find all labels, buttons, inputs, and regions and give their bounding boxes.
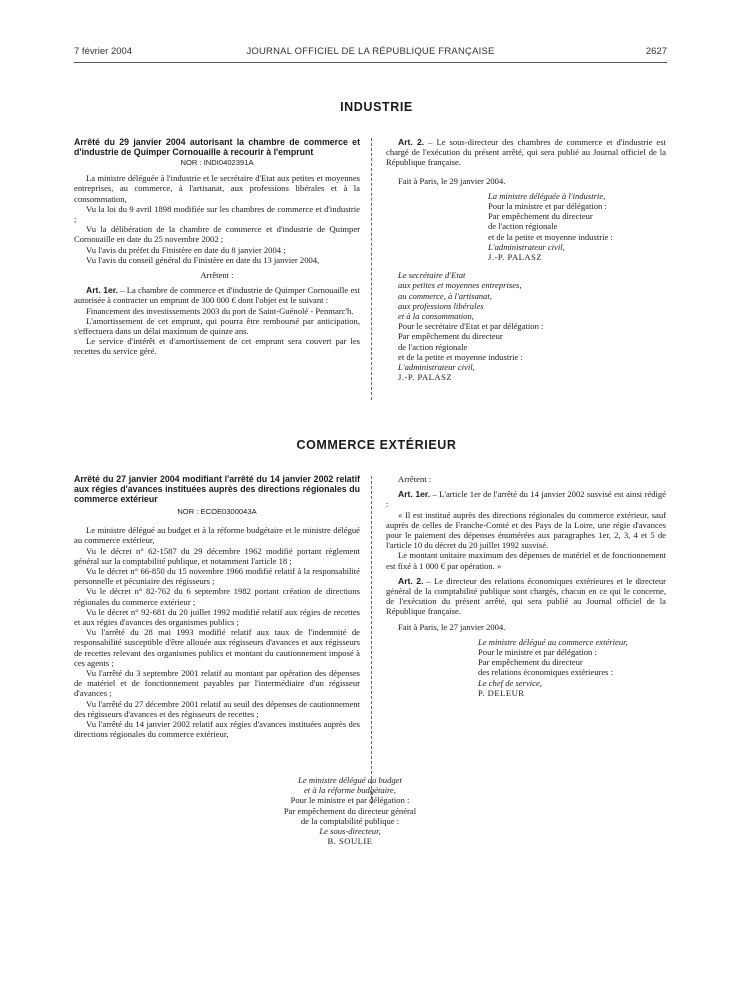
industrie-right-column [386,137,666,407]
article-label: Art. 2. [398,575,424,586]
article-label: Art. 1er. [86,285,119,296]
signature-line: Pour la ministre et par délégation : [488,201,607,212]
nor-reference: NOR : ECOE0300043A [177,507,257,516]
section-heading-industrie: INDUSTRIE [340,100,413,114]
arretent-label: Arrêtent : [398,474,432,484]
signature-line: Le sous-directeur, [319,826,381,837]
signature-line: Pour le ministre et par délégation : [290,795,410,806]
column-divider [371,476,372,804]
signature-line: Par empêchement du directeur [398,331,503,342]
signature-line: de l'action régionale [488,221,558,232]
decree-recitals [74,525,360,739]
running-header [74,46,667,60]
signature-line: J.-P. PALASZ [398,372,453,383]
signature-block-minister [476,191,666,262]
paragraph: Financement des investissements 2003 du port de Saint-Guénolé - Penmarc'h. [86,305,354,316]
paragraph: Vu l'avis du préfet du Finistère en date du 8 janvier 2004 ; [86,244,286,255]
paragraph: Vu le décret n° 82-762 du 6 septembre 1982 portant création de directions régionales du commerce extérieur ; [74,586,360,607]
signature-line: de l'action régionale [398,341,468,352]
paragraph: L'amortissement de cet emprunt, qui pourra être remboursé par anticipation, s'effectuera dans un délai maximum de quinze ans. [74,315,360,337]
signature-line: Le chef de service, [478,677,542,688]
article-text: – Le directeur des relations économiques extérieures et le directeur général de la comptabilité publique sont chargés, chacun en ce qui le concerne, de l'exécution du présent arrêté, qui sera publié au Journal officiel de la République française. [386,575,666,617]
paragraph: La ministre déléguée à l'industrie et le secrétaire d'Etat aux petites et moyennes entreprises, au commerce, à l'artisanat, aux professions libérales et à la consommation, [74,173,360,204]
signature-line: Le ministre délégué au budget [298,775,402,785]
signing-place-date: Fait à Paris, le 29 janvier 2004. [398,175,506,186]
paragraph: Vu la délibération de la chambre de commerce et d'industrie de Quimper Cornouaille en date du 25 novembre 2002 ; [74,224,360,245]
signature-line: L'administrateur civil, [398,362,475,373]
signature-line: aux professions libérales [398,300,484,311]
signature-block-commerce-minister [466,637,666,698]
paragraph: Vu l'avis du conseil général du Finistère en date du 13 janvier 2004, [86,254,320,265]
decree-title: Arrêté du 29 janvier 2004 autorisant la chambre de commerce et d'industrie de Quimper Cornouaille à recourir à l'emprunt [74,137,360,157]
signature-line: L'administrateur civil, [488,241,565,252]
section-heading-commerce-exterieur: COMMERCE EXTÉRIEUR [296,438,457,452]
article-label: Art. 2. [398,137,425,147]
article-label: Art. 1er. [398,489,431,500]
signature-line: Pour le secrétaire d'Etat et par délégation : [398,321,544,332]
paragraph: Le service d'intérêt et d'amortissement de cet emprunt sera couvert par les recettes du service géré. [74,336,360,357]
signature-line: de la comptabilité publique : [300,815,400,826]
signature-line: et de la petite et moyenne industrie : [488,231,613,242]
signature-line: La ministre déléguée à l'industrie, [488,190,606,201]
header-rule [74,62,667,63]
signature-line: Le ministre délégué au commerce extérieur, [478,636,628,647]
paragraph: Vu le décret n° 92-681 du 20 juillet 1992 modifié relatif aux régies de recettes et aux régies d'avances des organismes publics ; [74,606,360,628]
article-1-paragraphs [74,306,360,357]
signature-block-secretary [386,270,576,382]
signature-line: des relations économiques extérieures : [478,667,614,678]
paragraph: Vu la loi du 9 avril 1898 modifiée sur les chambres de commerce et d'industrie ; [74,203,360,225]
signature-line: au commerce, à l'artisanat, [398,290,492,301]
signature-line: B. SOULIE [327,836,373,847]
paragraph: « Il est institué auprès des directions régionales du commerce extérieur, sauf auprès de celles de Franche-Comté et des Pays de la Loire, une régie d'avances pour le paiement des dépenses énumérées aux paragraphes 1er, 2, 3, 4 et 5 de l'article 10 du décret du 20 juillet 1992 susvisé. [386,509,666,551]
article-1 [386,489,666,509]
article-2 [386,137,666,168]
paragraph: Vu l'arrêté du 28 mai 1993 modifié relatif aux taux de l'indemnité de responsabilité susceptible d'être allouée aux régisseurs d'avances et aux régisseurs de recettes relevant des organismes publics et montant du cautionnement imposé à ces agents ; [74,627,360,668]
article-text: – La chambre de commerce et d'industrie de Quimper Cornouaille est autorisée à contracter un emprunt de 300 000 € dont l'objet est le suivant : [74,285,360,306]
paragraph: Vu le décret n° 62-1587 du 29 décembre 1962 modifié portant règlement général sur la comptabilité publique, et notamment l'article 18 ; [74,545,360,566]
arretent-label: Arrêtent : [200,270,234,281]
article-text: – Le sous-directeur des chambres de commerce et d'industrie est chargé de l'exécution du présent arrêté, qui sera publié au Journal officiel de la République française. [386,137,666,168]
issue-date: 7 février 2004 [74,46,133,57]
article-1 [74,285,360,305]
signature-line: et à la consommation, [398,311,474,322]
nor-reference: NOR : INDI0402391A [180,158,254,167]
page-number: 2627 [645,46,667,57]
signature-line: Pour le ministre et par délégation : [478,647,597,658]
signature-line: et de la petite et moyenne industrie : [398,351,523,362]
paragraph: Vu l'arrêté du 3 septembre 2001 relatif au montant par opération des dépenses de matériel et de fonctionnement payables par l'intermédiaire d'un régisseur d'avances ; [74,668,360,699]
signature-line: Par empêchement du directeur [478,657,583,668]
column-divider [371,138,372,400]
commerce-right-column [386,474,666,814]
signature-line: P. DELEUR [478,687,525,698]
decree-recitals [74,173,360,265]
paragraph: Le montant unitaire maximum des dépenses de matériel et de fonctionnement est fixé à 1 000 € par opération. » [386,550,666,571]
industrie-left-column [74,137,360,407]
signing-place-date: Fait à Paris, le 27 janvier 2004. [398,621,506,632]
signature-line: Par empêchement du directeur général [283,805,417,816]
article-text: – L'article 1er de l'arrêté du 14 janvier 2002 susvisé est ainsi rédigé : [386,489,666,510]
signature-line: J.-P. PALASZ [488,252,543,263]
signature-line: aux petites et moyennes entreprises, [398,280,522,291]
paragraph: Vu l'arrêté du 27 décembre 2001 relatif au seuil des dépenses de cautionnement des régisseurs d'avances et des régisseurs de recettes ; [74,698,360,719]
paragraph: Vu l'arrêté du 14 janvier 2002 relatif aux régies d'avances instituées auprès des directions régionales du commerce extérieur, [74,719,360,740]
signature-line: et à la réforme budgétaire, [303,785,397,796]
commerce-left-column [74,474,360,814]
signature-line: Le secrétaire d'Etat [398,270,466,281]
signature-block-budget-minister [250,775,450,846]
article-1-paragraphs [386,510,666,571]
article-2 [386,576,666,617]
decree-title: Arrêté du 27 janvier 2004 modifiant l'arrêté du 14 janvier 2002 relatif aux régies d'avances instituées auprès des directions régionales du commerce extérieur [74,474,360,504]
signature-line: Par empêchement du directeur [488,211,593,222]
paragraph: Le ministre délégué au budget et à la réforme budgétaire et le ministre délégué au commerce extérieur, [74,525,360,546]
paragraph: Vu le décret n° 66-850 du 15 novembre 1966 modifié relatif à la responsabilité personnelle et pécuniaire des régisseurs ; [74,566,360,587]
journal-title: JOURNAL OFFICIEL DE LA RÉPUBLIQUE FRANÇAISE [246,46,495,57]
